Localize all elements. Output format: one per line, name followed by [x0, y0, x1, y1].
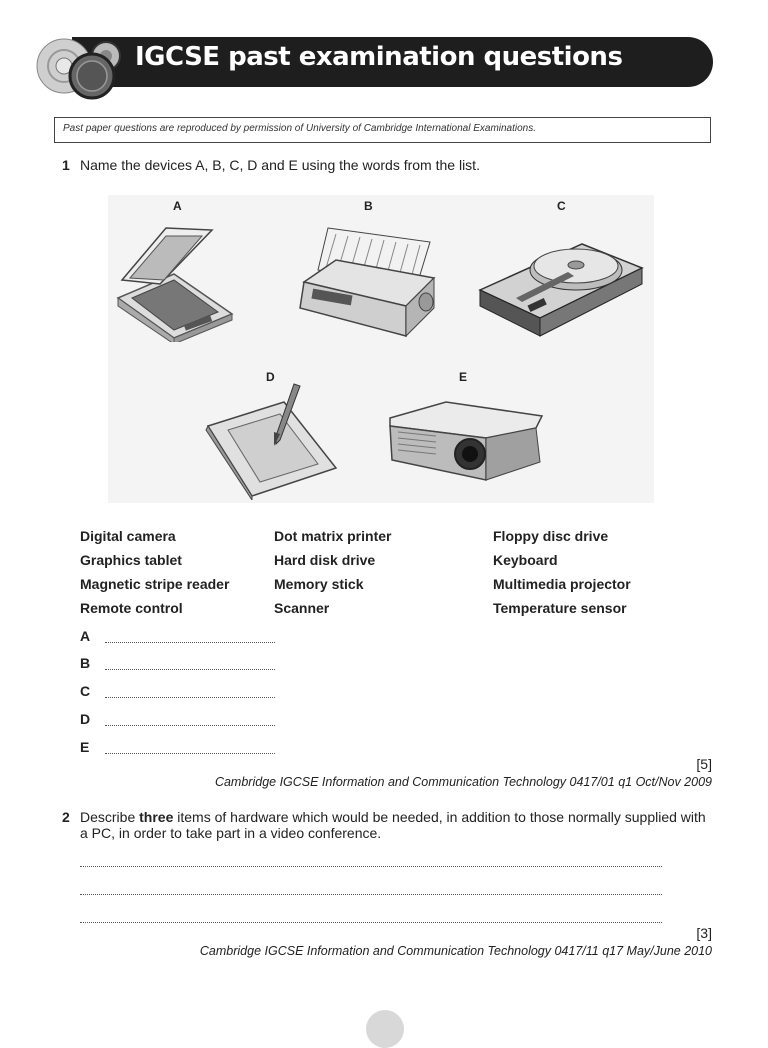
scanner-image — [114, 222, 238, 342]
question-2-source: Cambridge IGCSE Information and Communication Technology 0417/11 q17 May/June 2010 — [199, 944, 712, 958]
answer-line-3[interactable] — [80, 922, 662, 923]
question-2-marks: [3] — [696, 925, 712, 941]
answer-line-a[interactable] — [105, 642, 275, 643]
answer-label-a: A — [80, 628, 91, 644]
permission-text: Past paper questions are reproduced by permission of University of Cambridge International Examinations. — [63, 123, 537, 134]
answer-label-d: D — [80, 711, 91, 727]
question-2-emphasis: three — [139, 809, 174, 825]
word-list-item: Multimedia projector — [493, 576, 631, 592]
dot-matrix-printer-image — [296, 224, 440, 342]
graphics-tablet-image — [204, 380, 340, 500]
answer-label-b: B — [80, 655, 91, 671]
answer-line-2[interactable] — [80, 894, 662, 895]
question-2-number: 2 — [62, 809, 70, 825]
image-label-c: C — [557, 199, 566, 213]
question-1-number: 1 — [62, 157, 70, 173]
word-list-item: Memory stick — [274, 576, 364, 592]
answer-line-1[interactable] — [80, 866, 662, 867]
image-label-a: A — [173, 199, 182, 213]
answer-line-b[interactable] — [105, 669, 275, 670]
question-1-source: Cambridge IGCSE Information and Communication Technology 0417/01 q1 Oct/Nov 2009 — [214, 775, 712, 789]
page-title: IGCSE past examination questions — [135, 42, 623, 72]
disc-logo-icon — [36, 36, 128, 102]
image-label-e: E — [459, 370, 468, 384]
answer-label-e: E — [80, 739, 90, 755]
hard-disk-drive-image — [476, 238, 646, 340]
word-list-item: Floppy disc drive — [493, 528, 609, 544]
question-1-marks: [5] — [696, 756, 712, 772]
multimedia-projector-image — [386, 398, 546, 484]
word-list-item: Remote control — [80, 600, 183, 616]
question-1-text: Name the devices A, B, C, D and E using the words from the list. — [80, 157, 480, 173]
word-list-item: Digital camera — [80, 528, 176, 544]
page-number-badge — [366, 1010, 404, 1048]
answer-line-c[interactable] — [105, 697, 275, 698]
word-list-item: Magnetic stripe reader — [80, 576, 230, 592]
answer-line-e[interactable] — [105, 753, 275, 754]
word-list-item: Temperature sensor — [493, 600, 627, 616]
word-list-item: Keyboard — [493, 552, 558, 568]
word-list-item: Scanner — [274, 600, 330, 616]
question-2-text: Describe three items of hardware which would be needed, in addition to those normally supplied with a PC, in order to take part in a video conference. — [80, 809, 706, 841]
word-list-item: Hard disk drive — [274, 552, 376, 568]
image-label-b: B — [364, 199, 373, 213]
image-label-d: D — [266, 370, 275, 384]
word-list-item: Dot matrix printer — [274, 528, 392, 544]
answer-line-d[interactable] — [105, 725, 275, 726]
word-list-item: Graphics tablet — [80, 552, 182, 568]
answer-label-c: C — [80, 683, 91, 699]
